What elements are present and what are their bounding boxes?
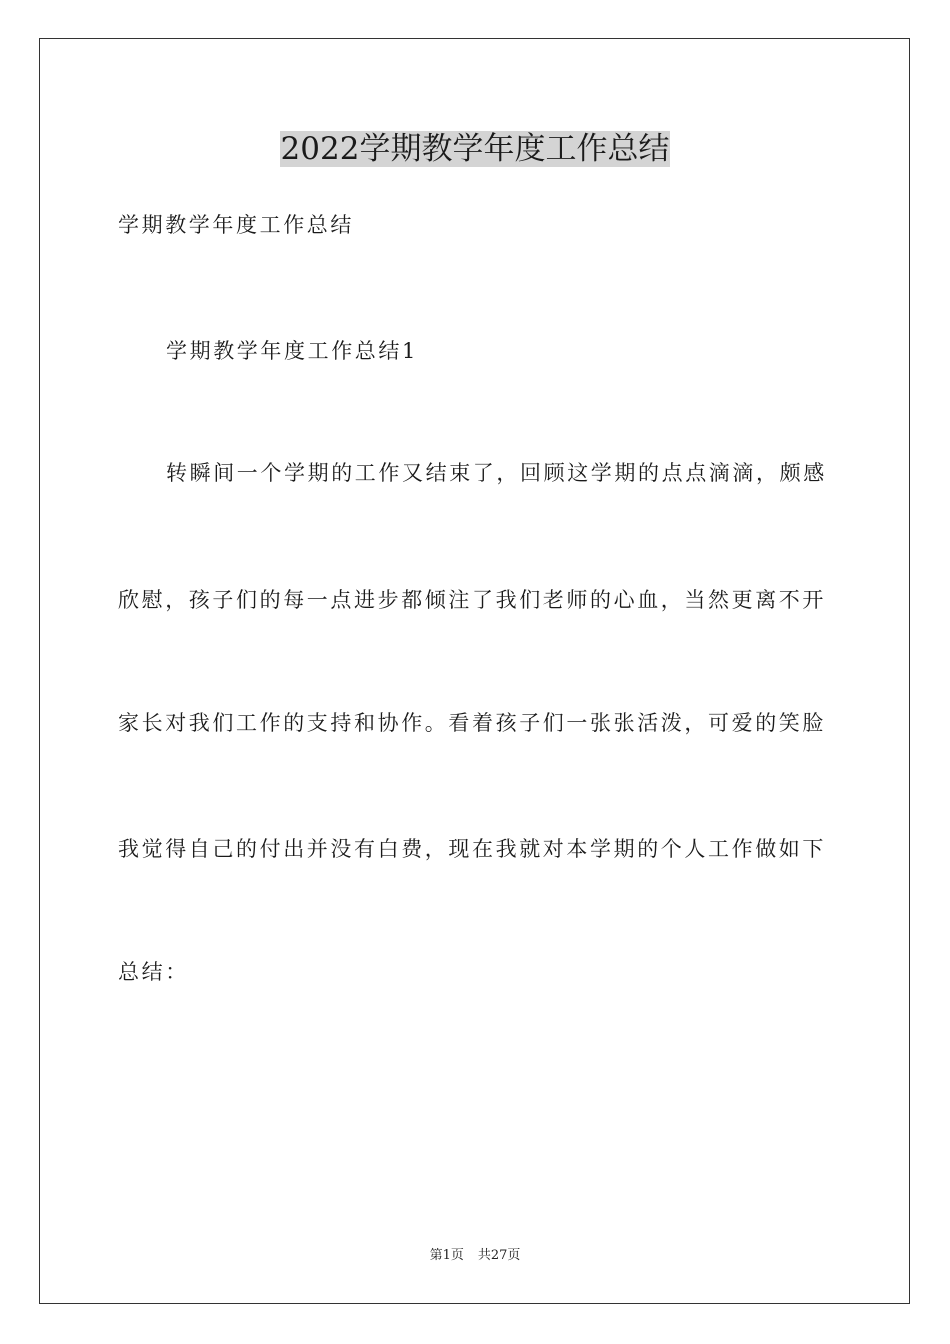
- body-line: 总结：: [118, 960, 189, 984]
- body-line: 我觉得自己的付出并没有白费，现在我就对本学期的个人工作做如下: [118, 837, 826, 861]
- page-number: 第1页: [429, 1248, 464, 1263]
- body-line: 欣慰，孩子们的每一点进步都倾注了我们老师的心血，当然更离不开: [118, 588, 826, 612]
- document-subtitle: 学期教学年度工作总结: [118, 213, 354, 237]
- body-line: 转瞬间一个学期的工作又结束了，回顾这学期的点点滴滴，颇感: [166, 461, 827, 485]
- page-footer: [0, 1247, 950, 1265]
- section-heading: 学期教学年度工作总结1: [166, 339, 418, 363]
- page-total: 共27页: [477, 1248, 521, 1263]
- document-title-text: 2022学期教学年度工作总结: [280, 131, 670, 167]
- document-title: [0, 127, 950, 171]
- body-line: 家长对我们工作的支持和协作。看着孩子们一张张活泼，可爱的笑脸: [118, 711, 826, 735]
